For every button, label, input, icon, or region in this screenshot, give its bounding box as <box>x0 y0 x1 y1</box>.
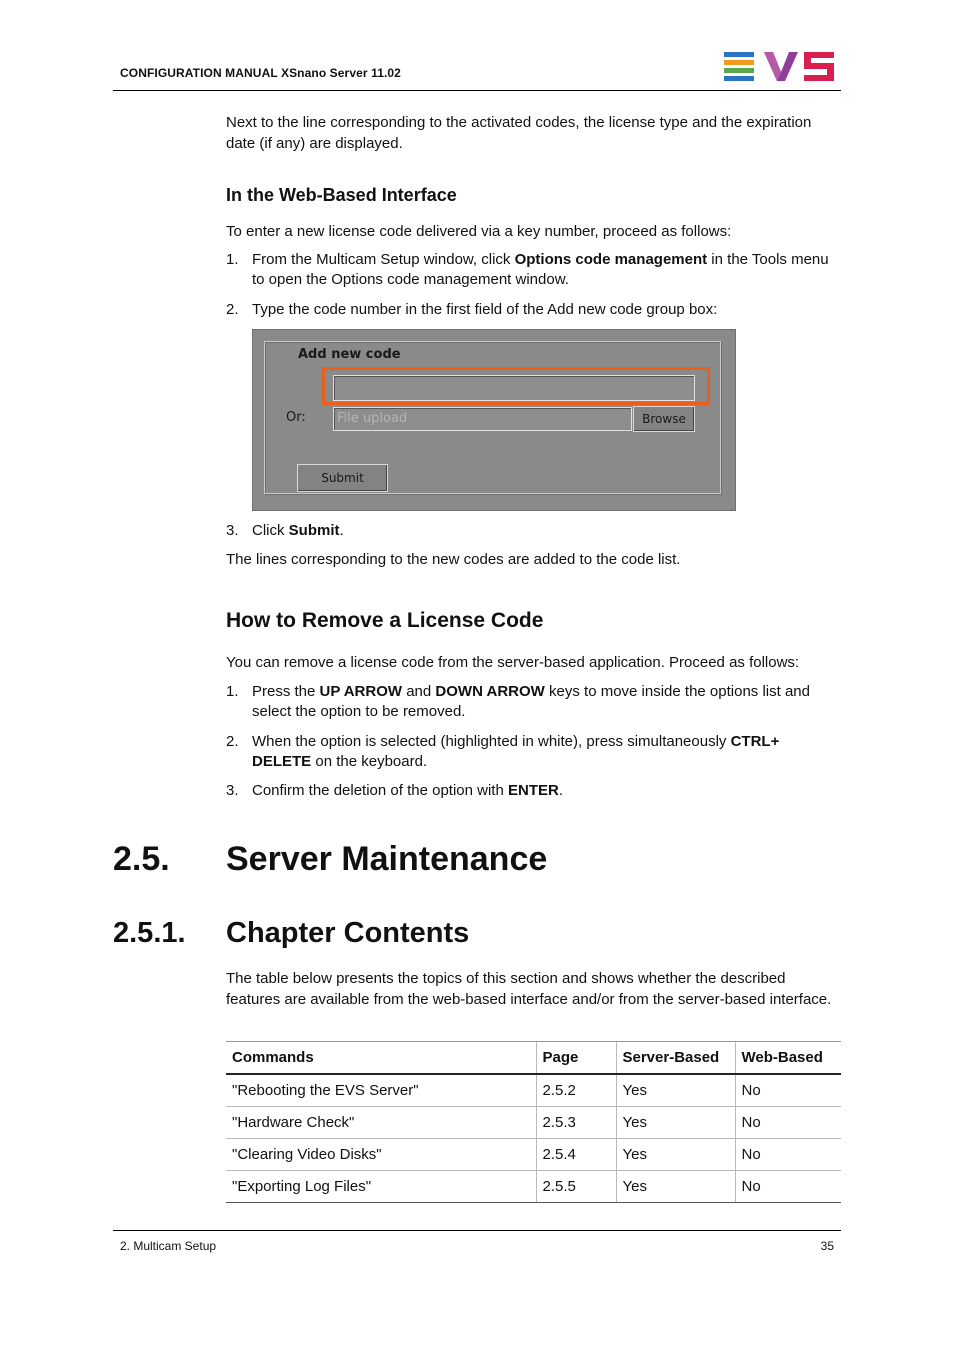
submit-button[interactable]: Submit <box>297 464 388 492</box>
add-new-code-groupbox <box>264 341 721 494</box>
col-header-server-based: Server-Based <box>616 1042 735 1075</box>
col-header-web-based: Web-Based <box>735 1042 841 1075</box>
logo-e-bar-3 <box>724 68 754 73</box>
col-header-commands: Commands <box>226 1042 536 1075</box>
col-header-page: Page <box>536 1042 616 1075</box>
remove-step-1: 1. Press the UP ARROW and DOWN ARROW keys to move inside the options list and select the option to be removed. <box>226 683 810 720</box>
table-header-row <box>226 1042 841 1075</box>
table-row <box>226 1074 841 1107</box>
header-rule <box>113 90 841 91</box>
cell-web-based: No <box>735 1171 841 1203</box>
cell-command[interactable]: "Hardware Check" <box>226 1107 536 1139</box>
footer-rule <box>113 1230 841 1231</box>
web-interface-lead: To enter a new license code delivered via a key number, proceed as follows: <box>226 223 732 240</box>
cell-page: 2.5.2 <box>536 1074 616 1107</box>
evs-logo <box>724 52 836 82</box>
remove-step-2: 2. When the option is selected (highlighted in white), press simultaneously CTRL+ DELETE on the keyboard. <box>226 733 780 770</box>
table-row <box>226 1171 841 1203</box>
cell-command[interactable]: "Exporting Log Files" <box>226 1171 536 1203</box>
cell-web-based: No <box>735 1139 841 1171</box>
web-interface-heading: In the Web-Based Interface <box>226 185 457 205</box>
add-new-code-screenshot <box>252 329 736 511</box>
cell-page: 2.5.3 <box>536 1107 616 1139</box>
chapter-contents-table <box>226 1041 841 1203</box>
cell-page: 2.5.5 <box>536 1171 616 1203</box>
cell-web-based: No <box>735 1107 841 1139</box>
logo-e-bar-4 <box>724 76 754 81</box>
web-step-1: 1. From the Multicam Setup window, click Options code management in the Tools menu to open the Options code management window. <box>226 251 829 288</box>
footer-chapter: 2. Multicam Setup <box>120 1239 217 1253</box>
groupbox-legend: Add new code <box>295 347 404 362</box>
remove-step-3: 3. Confirm the deletion of the option with ENTER. <box>226 782 563 799</box>
cell-page: 2.5.4 <box>536 1139 616 1171</box>
table-row <box>226 1139 841 1171</box>
logo-s <box>804 52 834 81</box>
logo-e-bar-2 <box>724 60 754 65</box>
web-step-2: 2. Type the code number in the first field of the Add new code group box: <box>226 301 718 318</box>
or-label: Or: <box>286 410 306 425</box>
remove-license-heading: How to Remove a License Code <box>226 609 544 632</box>
subsection-lead: The table below presents the topics of this section and shows whether the described features are available from the web-based interface and/or from the server-based interface. <box>226 970 832 1008</box>
cell-command[interactable]: "Clearing Video Disks" <box>226 1139 536 1171</box>
cell-server-based: Yes <box>616 1171 735 1203</box>
table-row <box>226 1107 841 1139</box>
page-number: 35 <box>820 1239 834 1253</box>
subsection-number: 2.5.1. <box>113 917 186 949</box>
web-interface-result: The lines corresponding to the new codes are added to the code list. <box>226 551 681 568</box>
cell-web-based: No <box>735 1074 841 1107</box>
web-step-3: 3. Click Submit. <box>226 522 344 539</box>
section-title: Server Maintenance <box>226 840 548 878</box>
logo-e-bar-1 <box>724 52 754 57</box>
remove-license-lead: You can remove a license code from the server-based application. Proceed as follows: <box>226 654 800 671</box>
browse-button[interactable]: Browse <box>633 406 695 432</box>
cell-server-based: Yes <box>616 1107 735 1139</box>
running-header-title: CONFIGURATION MANUAL XSnano Server 11.02 <box>120 66 401 80</box>
intro-paragraph: Next to the line corresponding to the activated codes, the license type and the expiration date (if any) are displayed. <box>226 114 812 152</box>
cell-command[interactable]: "Rebooting the EVS Server" <box>226 1074 536 1107</box>
logo-v-accent <box>764 52 781 81</box>
file-upload-input[interactable]: File upload <box>333 407 632 431</box>
cell-server-based: Yes <box>616 1074 735 1107</box>
section-number: 2.5. <box>113 840 170 878</box>
subsection-title: Chapter Contents <box>226 917 470 949</box>
cell-server-based: Yes <box>616 1139 735 1171</box>
highlight-frame <box>322 367 710 405</box>
